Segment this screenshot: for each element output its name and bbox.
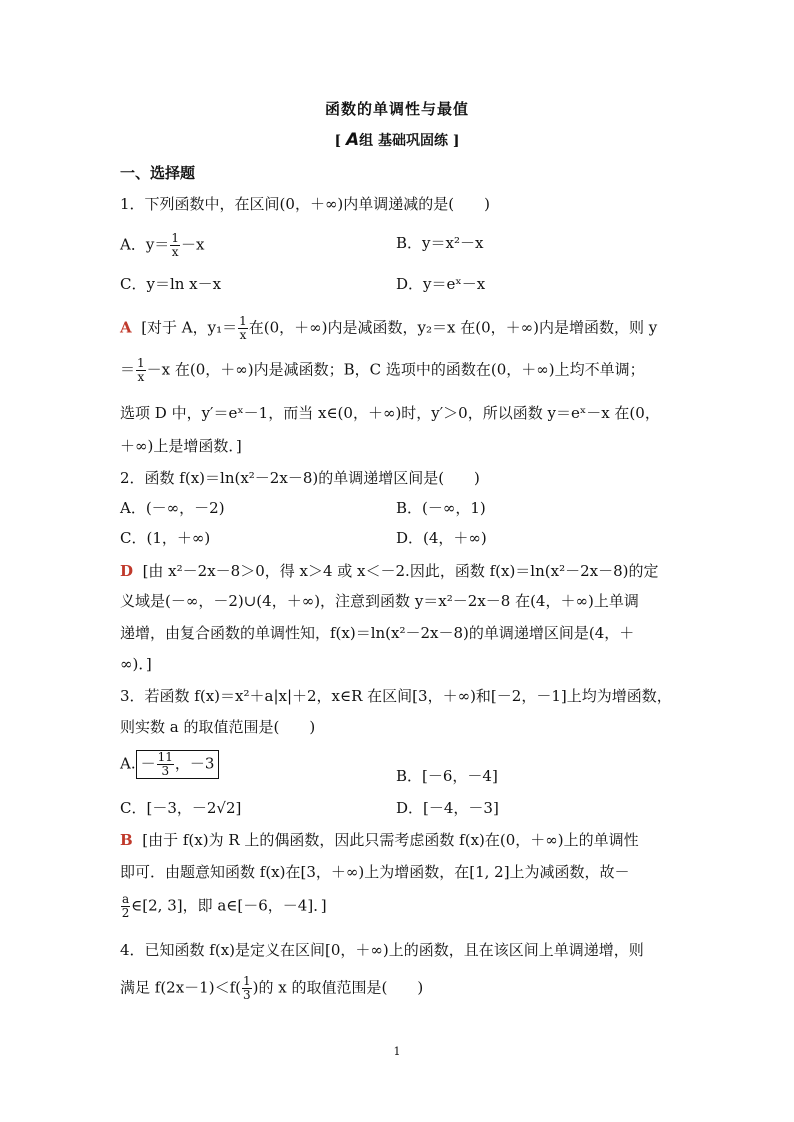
q1-option-b: B．y＝x²－x [396, 234, 484, 252]
q2-option-b: B．(－∞，1) [396, 499, 486, 517]
q3-explanation-line1: B [由于 f(x)为 R 上的偶函数，因此只需考虑函数 f(x)在(0，＋∞)上的单调性 [120, 831, 639, 849]
fraction: $\frac{1}{x}$ [171, 231, 179, 259]
group-close-bracket: ] [452, 133, 460, 149]
group-open-bracket: [ [334, 133, 342, 149]
fraction: $\frac{a}{2}$ [121, 892, 130, 920]
q2-answer: D [120, 562, 134, 580]
q3-option-b: B．[－6，－4] [396, 767, 498, 785]
q2-option-d: D．(4，＋∞) [396, 529, 487, 547]
page-title: 函数的单调性与最值 [324, 100, 469, 118]
q1-stem: 1．下列函数中，在区间(0，＋∞)内单调递减的是( ) [120, 195, 490, 213]
q2-option-a: A．(－∞，－2) [120, 499, 225, 517]
q1-answer: A [120, 318, 132, 337]
q2-explanation-line4: ∞)．] [120, 655, 152, 673]
q1-explanation-line1: A [对于 A，y₁＝ $\frac{1}{x}$ 在(0，＋∞)内是减函数，y₂＝x 在(0，＋∞)内是增函数，则 y [120, 314, 658, 342]
q3-stem-line1: 3．若函数 f(x)＝x²＋a|x|＋2，x∈R 在区间[3，＋∞)和[－2，－1]上均为增函数， [120, 687, 672, 705]
q3-explanation-line3: $\frac{a}{2}$ ∈[2, 3]，即 a∈[－6，－4]．] [121, 892, 327, 920]
fraction: $\frac{1}{3}$ [242, 974, 251, 1002]
q2-option-c: C．(1，＋∞) [120, 529, 211, 547]
group-badge: A [345, 130, 360, 150]
q2-explanation-line2: 义域是(－∞，－2)∪(4，＋∞)，注意到函数 y＝x²－2x－8 在(4，＋∞)上单调 [120, 592, 639, 610]
fraction: $\frac{11}{3}$ [157, 750, 173, 778]
q3-option-a: A. － $\frac{11}{3}$ ，－3 [120, 750, 219, 779]
group-heading [0, 130, 794, 150]
q4-stem-line1: 4．已知函数 f(x)是定义在区间[0，＋∞)上的函数，且在该区间上单调递增，则 [120, 941, 644, 959]
q3-answer: B [120, 831, 133, 849]
q1-explanation-line4: ＋∞)上是增函数．] [120, 437, 242, 455]
q1-explanation-line2: ＝ $\frac{1}{x}$ －x 在(0，＋∞)内是减函数；B，C 选项中的函数在(0，＋∞)上均不单调； [120, 356, 645, 384]
q3-option-d: D．[－4，－3] [396, 799, 499, 817]
q1-option-a: A．y＝ $\frac{1}{x}$ －x [120, 231, 205, 259]
fraction: $\frac{1}{x}$ [239, 314, 247, 342]
q4-stem-line2: 满足 f(2x－1)＜f( $\frac{1}{3}$ )的 x 的取值范围是( ) [120, 974, 424, 1002]
q2-stem: 2．函数 f(x)＝ln(x²－2x－8)的单调递增区间是( ) [120, 469, 480, 487]
q3-stem-line2: 则实数 a 的取值范围是( ) [120, 718, 316, 736]
q3-explanation-line2: 即可．由题意知函数 f(x)在[3，＋∞)上为增函数，在[1, 2]上为减函数，故－ [120, 863, 630, 881]
q3-option-c: C．[－3，－2√2] [120, 799, 242, 817]
q1-explanation-line3: 选项 D 中，y′＝eˣ－1，而当 x∈(0，＋∞)时，y′＞0，所以函数 y＝eˣ－x 在(0， [120, 404, 660, 422]
q2-explanation-line3: 递增，由复合函数的单调性知，f(x)＝ln(x²－2x－8)的单调递增区间是(4，＋ [120, 624, 635, 642]
fraction: $\frac{1}{x}$ [137, 356, 145, 384]
section-heading: 一、选择题 [120, 164, 196, 182]
q1-option-c: C．y＝ln x－x [120, 275, 222, 293]
q2-explanation-line1: D [由 x²－2x－8＞0，得 x＞4 或 x＜－2.因此，函数 f(x)＝ln(x²－2x－8)的定 [120, 562, 659, 580]
group-label: 组 基础巩固练 [359, 133, 449, 149]
interval-bracket: － $\frac{11}{3}$ ，－3 [136, 750, 220, 779]
q1-option-d: D．y＝eˣ－x [396, 275, 486, 293]
page-number: 1 [393, 1045, 401, 1058]
